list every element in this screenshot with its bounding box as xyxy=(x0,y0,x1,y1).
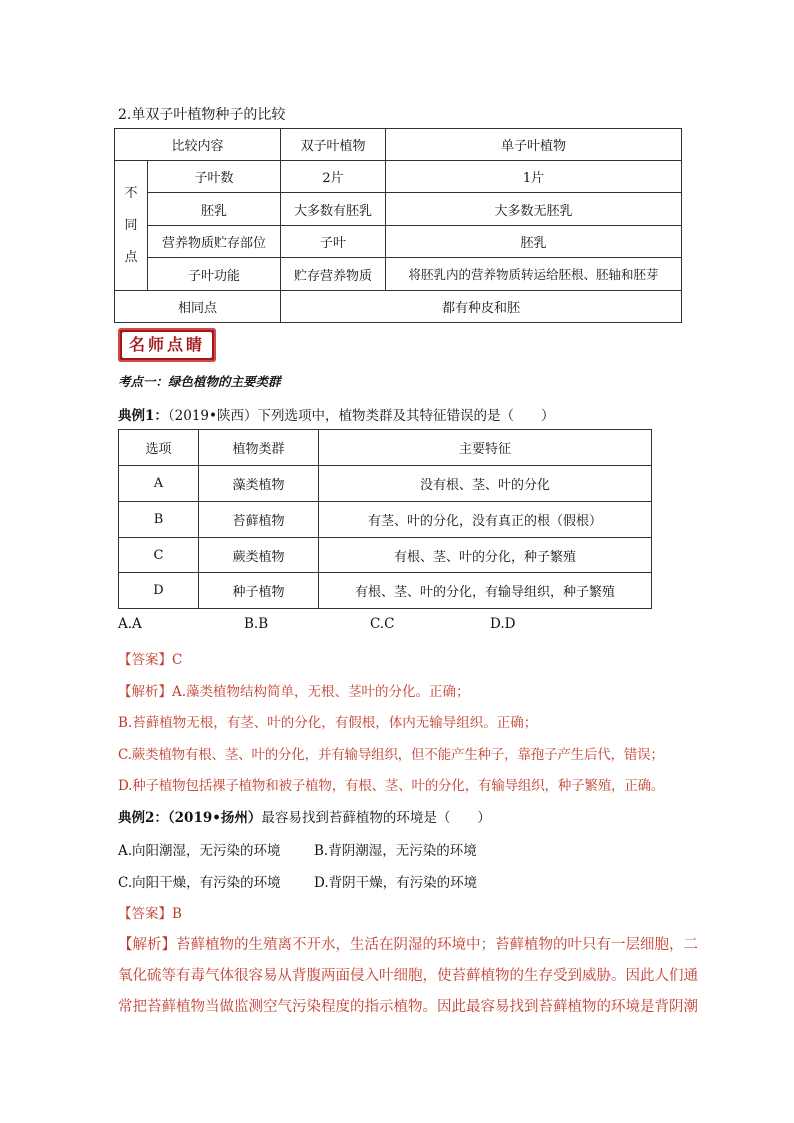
kaodian-heading: 考点一：绿色植物的主要类群 xyxy=(118,374,281,389)
option-c: C.C xyxy=(370,616,395,632)
table-cell: 种子植物 xyxy=(199,573,319,609)
side-label-cell: 不 同 点 xyxy=(115,161,148,291)
example-1-analysis-line: D.种子植物包括裸子植物和被子植物，有根、茎、叶的分化，有输导组织，种子繁殖，正确。 xyxy=(118,778,665,794)
section-title: 2.单双子叶植物种子的比较 xyxy=(118,107,286,123)
table-header-cell: 比较内容 xyxy=(115,129,281,161)
example-1-answer: 【答案】C xyxy=(118,652,183,668)
option-b: B.背阴潮湿，无污染的环境 xyxy=(314,843,477,859)
table-cell: 有茎、叶的分化，没有真正的根（假根） xyxy=(319,502,652,538)
table-cell: 2片 xyxy=(281,161,386,193)
table-row xyxy=(119,573,652,609)
example-2-analysis-line: 【解析】苔藓植物的生殖离不开水，生活在阴湿的环境中；苔藓植物的叶只有一层细胞，二 xyxy=(118,937,698,953)
table-row xyxy=(115,226,682,258)
example-2-question: 典例2：（2019•扬州）最容易找到苔藓植物的环境是（ ） xyxy=(118,810,491,826)
table-row xyxy=(115,193,682,226)
table-cell: 子叶数 xyxy=(148,161,281,193)
table-cell: 没有根、茎、叶的分化 xyxy=(319,466,652,502)
table-cell: B xyxy=(119,502,199,538)
table-header-cell: 单子叶植物 xyxy=(386,129,682,161)
table-cell: D xyxy=(119,573,199,609)
table-row xyxy=(119,502,652,538)
example-1-analysis-line: 【解析】A.藻类植物结构简单，无根、茎叶的分化。正确； xyxy=(118,684,470,700)
option-b: B.B xyxy=(244,616,269,632)
table-cell: 有根、茎、叶的分化，有输导组织，种子繁殖 xyxy=(319,573,652,609)
seed-comparison-table xyxy=(114,128,682,323)
example-2-analysis-line: 常把苔藓植物当做监测空气污染程度的指示植物。因此最容易找到苔藓植物的环境是背阴潮 xyxy=(118,999,698,1015)
plant-groups-table xyxy=(118,429,652,609)
table-cell: 有根、茎、叶的分化，种子繁殖 xyxy=(319,538,652,573)
table-cell: 贮存营养物质 xyxy=(281,258,386,291)
table-cell: 胚乳 xyxy=(386,226,682,258)
teacher-tip-badge: 名师点睛 xyxy=(118,328,216,362)
table-row xyxy=(115,161,682,193)
table-cell: 1片 xyxy=(386,161,682,193)
table-row xyxy=(115,291,682,323)
table-header-cell: 植物类群 xyxy=(199,430,319,466)
table-header-cell: 选项 xyxy=(119,430,199,466)
table-cell: 苔藓植物 xyxy=(199,502,319,538)
table-cell: 都有种皮和胚 xyxy=(281,291,682,323)
option-d: D.背阴干燥，有污染的环境 xyxy=(314,875,478,891)
table-cell: 大多数无胚乳 xyxy=(386,193,682,226)
table-row xyxy=(119,430,652,466)
table-cell: 藻类植物 xyxy=(199,466,319,502)
example-1-analysis-line: B.苔藓植物无根，有茎、叶的分化，有假根，体内无输导组织。正确； xyxy=(118,715,538,731)
example-1-analysis-line: C.蕨类植物有根、茎、叶的分化，并有输导组织，但不能产生种子，靠孢子产生后代，错误； xyxy=(118,747,664,763)
table-row xyxy=(115,258,682,291)
table-row xyxy=(119,466,652,502)
option-a: A.向阳潮湿，无污染的环境 xyxy=(118,843,281,859)
table-cell: 相同点 xyxy=(115,291,281,323)
example-2-analysis-line: 氧化硫等有毒气体很容易从背腹两面侵入叶细胞，使苔藓植物的生存受到威胁。因此人们通 xyxy=(118,968,698,984)
option-a: A.A xyxy=(118,616,142,632)
table-cell: 子叶 xyxy=(281,226,386,258)
table-header-cell: 主要特征 xyxy=(319,430,652,466)
option-c: C.向阳干燥，有污染的环境 xyxy=(118,875,281,891)
table-cell: A xyxy=(119,466,199,502)
table-cell: 胚乳 xyxy=(148,193,281,226)
table-cell: 蕨类植物 xyxy=(199,538,319,573)
table-cell: C xyxy=(119,538,199,573)
example-1-question: 典例1：（2019•陕西）下列选项中，植物类群及其特征错误的是（ ） xyxy=(118,408,555,424)
table-row xyxy=(119,538,652,573)
table-cell: 将胚乳内的营养物质转运给胚根、胚轴和胚芽 xyxy=(386,258,682,291)
table-header-cell: 双子叶植物 xyxy=(281,129,386,161)
table-cell: 子叶功能 xyxy=(148,258,281,291)
option-d: D.D xyxy=(490,616,516,632)
table-row xyxy=(115,129,682,161)
table-cell: 营养物质贮存部位 xyxy=(148,226,281,258)
example-2-answer: 【答案】B xyxy=(118,906,182,922)
table-cell: 大多数有胚乳 xyxy=(281,193,386,226)
